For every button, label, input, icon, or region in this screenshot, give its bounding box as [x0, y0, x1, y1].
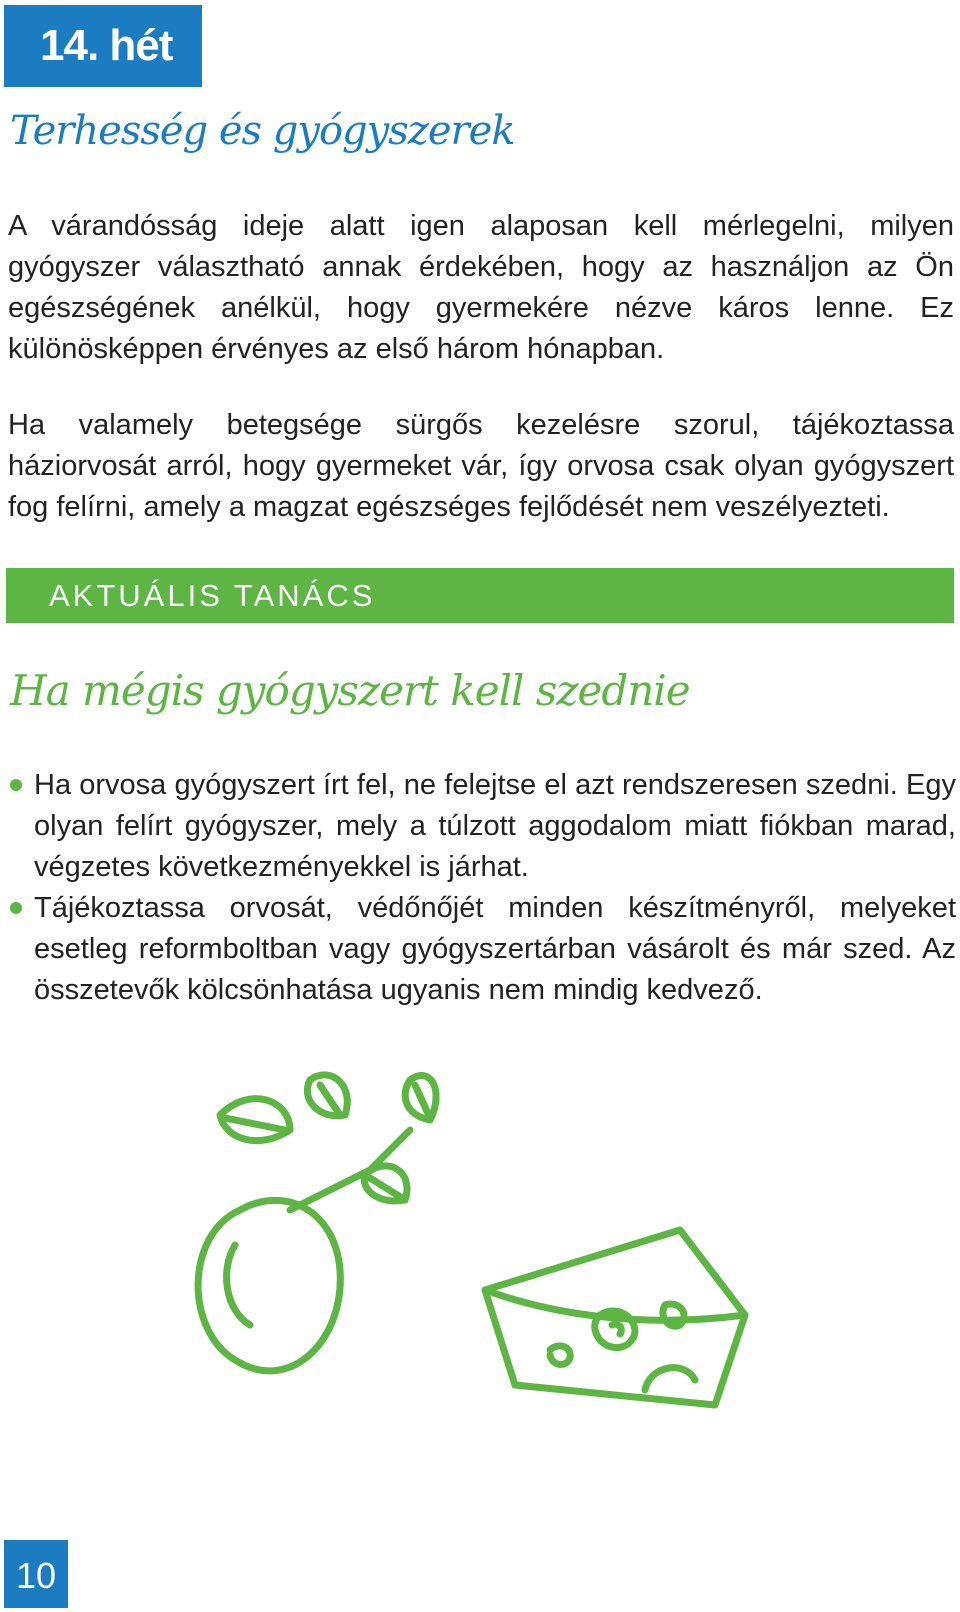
tip-banner: AKTUÁLIS TANÁCS	[6, 568, 954, 623]
list-item	[8, 765, 956, 888]
cheese-wedge-icon	[485, 1230, 745, 1405]
list-item-text: Tájékoztassa orvosát, védőnőjét minden készítményről, melyeket esetleg reformboltban vagy gyógyszertárban vásárolt és már szed. Az összetevők kölcsönhatása ugyanis nem mindig kedvező.	[34, 892, 956, 1006]
olive-with-leaves-icon	[198, 1075, 436, 1371]
advice-paragraph: Ha valamely betegsége sürgős kezelésre szorul, tájékoztassa háziorvosát arról, hogy gyermeket vár, így orvosa csak olyan gyógyszert fog felírni, amely a magzat egészséges fejlődését nem veszélyezteti.	[8, 409, 954, 523]
page-number: 10	[4, 1540, 68, 1608]
intro-paragraph: A várandósság ideje alatt igen alaposan kell mérlegelni, milyen gyógyszer választható annak érdekében, hogy az használjon az Ön egészségének anélkül, hogy gyermekére nézve káros lenne. Ez különösképpen érvényes az első három hónapban.	[8, 210, 954, 365]
food-illustration	[180, 1060, 780, 1420]
page-title: Terhesség és gyógyszerek	[10, 108, 515, 154]
bullet-icon	[10, 902, 22, 914]
bullet-icon	[10, 779, 22, 791]
tip-list	[8, 765, 956, 1011]
list-item	[8, 888, 956, 1011]
list-item-text: Ha orvosa gyógyszert írt fel, ne felejtse el azt rendszeresen szedni. Egy olyan felírt gyógyszer, mely a túlzott aggodalom miatt fiókban marad, végzetes következményekkel is járhat.	[34, 769, 956, 883]
week-badge: 14. hét	[4, 5, 202, 87]
tip-title: Ha mégis gyógyszert kell szednie	[10, 666, 690, 715]
